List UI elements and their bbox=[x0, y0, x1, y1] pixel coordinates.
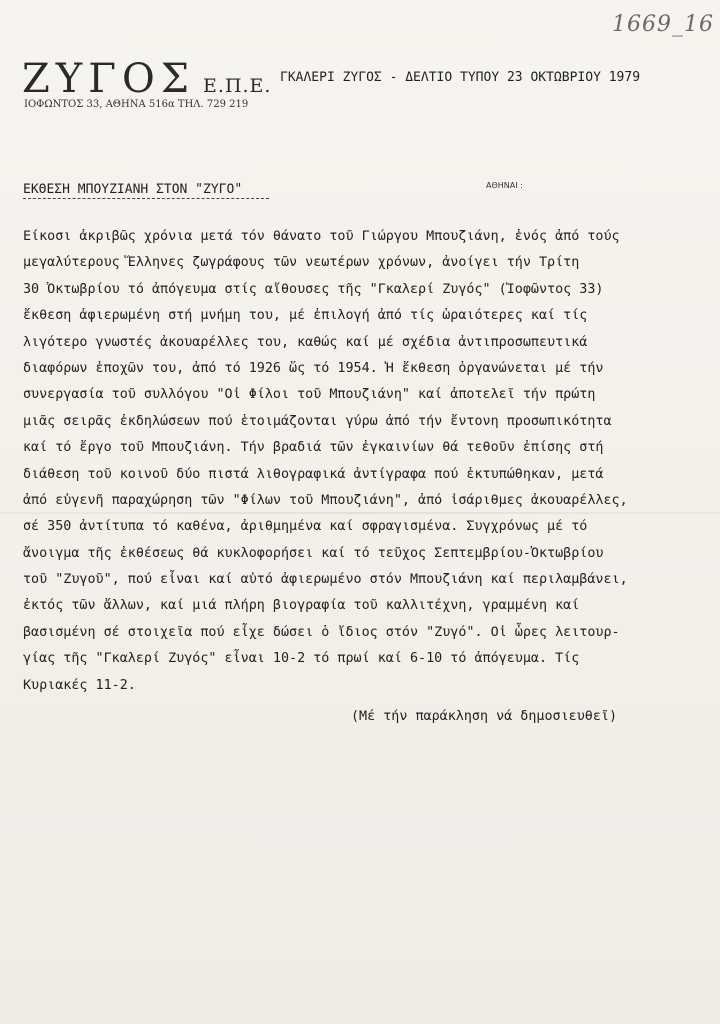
place-label: ΑΘΗΝΑΙ : bbox=[486, 181, 523, 190]
body-line: διάθεση τοῦ κοινοῦ δύο πιστά λιθογραφικά ἀντίγραφα πού ἐκτυπώθηκαν, μετά bbox=[23, 466, 604, 482]
headline: ΕΚΘΕΣΗ ΜΠΟΥΖΙΑΝΗ ΣΤΟΝ "ΖΥΓΟ" bbox=[23, 182, 243, 197]
body-line: μιᾶς σειρᾶς ἐκδηλώσεων πού ἑτοιμάζονται γύρω ἀπό τήν ἔντονη προσωπικότητα bbox=[23, 413, 612, 429]
headline-underline bbox=[23, 198, 269, 199]
company-type: Ε.Π.Ε. bbox=[203, 75, 272, 97]
body-line: βασισμένη σέ στοιχεῖα πού εἶχε δώσει ὁ ἴδιος στόν "Ζυγό". Οἱ ὧρες λειτουρ- bbox=[23, 624, 620, 640]
body-line: ἔκθεση ἀφιερωμένη στή μνήμη του, μέ ἐπιλογή ἀπό τίς ὡραιότερες καί τίς bbox=[23, 308, 588, 324]
body-line: ἀπό εὐγενῆ παραχώρηση τῶν "Φίλων τοῦ Μπουζιάνη", ἀπό ἰσάριθμες ἀκουαρέλλες, bbox=[23, 492, 628, 508]
body-line: καί τό ἔργο τοῦ Μπουζιάνη. Τήν βραδιά τῶν ἐγκαινίων θά τεθοῦν ἐπίσης στή bbox=[23, 440, 604, 456]
body-line: Είκοσι ἀκριβῶς χρόνια μετά τόν θάνατο τοῦ Γιώργου Μπουζιάνη, ἑνός ἀπό τούς bbox=[23, 229, 620, 244]
body-line: γίας τῆς "Γκαλερί Ζυγός" εἶναι 10-2 τό πρωί καί 6-10 τό ἀπόγευμα. Τίς bbox=[23, 651, 580, 667]
body-line: Κυριακές 11-2. bbox=[23, 677, 136, 693]
body-text bbox=[23, 224, 683, 699]
handwritten-reference: 1669_16 bbox=[612, 12, 714, 37]
closing-note: (Μέ τήν παράκληση νά δημοσιευθεῖ) bbox=[351, 709, 618, 724]
body-line: σέ 350 ἀντίτυπα τό καθένα, ἀριθμημένα καί σφραγισμένα. Συγχρόνως μέ τό bbox=[23, 519, 588, 535]
body-line: τοῦ "Ζυγοῦ", πού εἶναι καί αὐτό ἀφιερωμένο στόν Μπουζιάνη καί περιλαμβάνει, bbox=[23, 572, 628, 588]
letterhead-address: ΙΟΦΩΝΤΟΣ 33, ΑΘΗΝΑ 516α ΤΗΛ. 729 219 bbox=[24, 99, 249, 110]
letterhead-logo bbox=[22, 56, 271, 102]
body-line: ἄνοιγμα τῆς ἐκθέσεως θά κυκλοφορήσει καί τό τεῦχος Σεπτεμβρίου-Ὀκτωβρίου bbox=[23, 545, 604, 561]
body-line: ἐκτός τῶν ἄλλων, καί μιά πλήρη βιογραφία τοῦ καλλιτέχνη, γραμμένη καί bbox=[23, 598, 580, 614]
body-line: 30 Ὀκτωβρίου τό ἀπόγευμα στίς αἴθουσες τῆς "Γκαλερί Ζυγός" (Ἰοφῶντος 33) bbox=[23, 281, 604, 297]
bulletin-title: ΓΚΑΛΕΡΙ ΖΥΓΟΣ - ΔΕΛΤΙΟ ΤΥΠΟΥ 23 ΟΚΤΩΒΡΙΟΥ 1979 bbox=[280, 70, 641, 85]
body-line: λιγότερο γνωστές ἀκουαρέλλες του, καθώς καί μέ σχέδια ἀντιπροσωπευτικά bbox=[23, 334, 588, 350]
body-line: διαφόρων ἐποχῶν του, ἀπό τό 1926 ὥς τό 1954. Ἡ ἔκθεση ὀργανώνεται μέ τήν bbox=[23, 360, 604, 376]
body-line: μεγαλύτερους Ἕλληνες ζωγράφους τῶν νεωτέρων χρόνων, ἀνοίγει τήν Τρίτη bbox=[23, 255, 580, 271]
body-line: συνεργασία τοῦ συλλόγου "Οἱ Φίλοι τοῦ Μπουζιάνη" καί ἀποτελεῖ τήν πρώτη bbox=[23, 387, 596, 403]
company-name: ΖΥΓΟΣ bbox=[22, 56, 196, 102]
